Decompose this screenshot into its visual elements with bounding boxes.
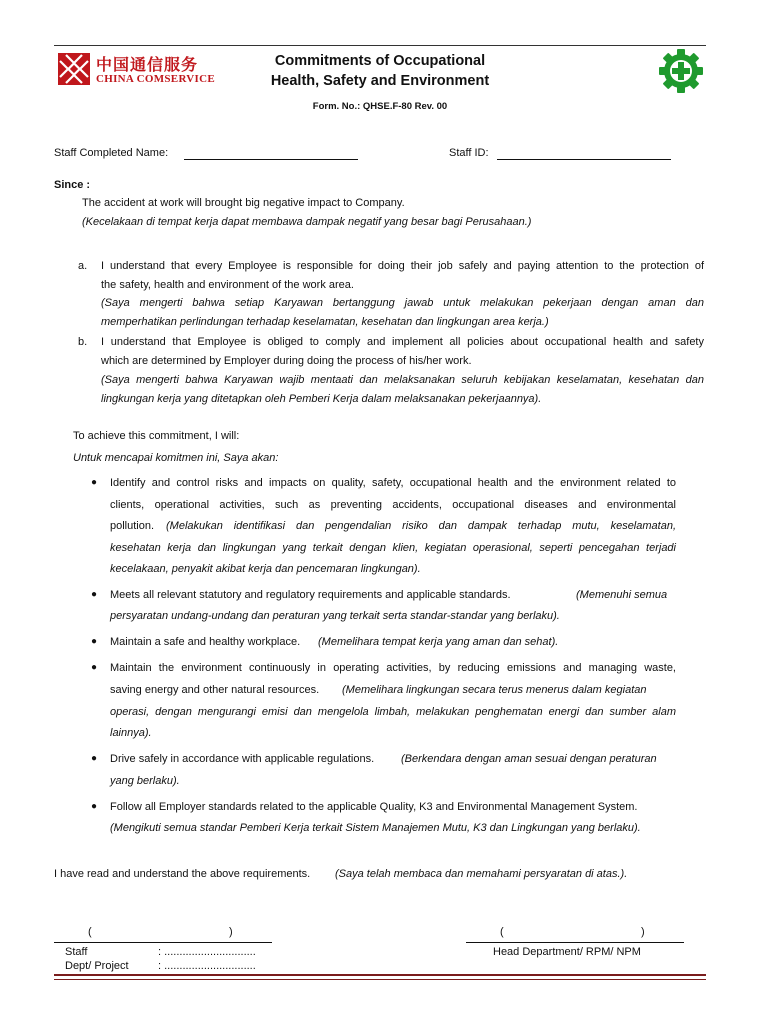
staff-label: Staff bbox=[65, 946, 88, 958]
logo-english-text: CHINA COMSERVICE bbox=[96, 73, 216, 85]
bullet3-line1b: (Memelihara tempat kerja yang aman dan sehat). bbox=[318, 636, 559, 648]
bullet-icon: ● bbox=[91, 662, 98, 673]
form-number: Form. No.: QHSE.F-80 Rev. 00 bbox=[312, 101, 448, 112]
bullet4-line2b: (Memelihara lingkungan secara terus menerus dalam kegiatan bbox=[342, 684, 647, 696]
achieve-indonesian: Untuk mencapai komitmen ini, Saya akan: bbox=[73, 452, 279, 464]
head-department-label: Head Department/ RPM/ NPM bbox=[493, 946, 641, 958]
staff-id-field[interactable] bbox=[497, 159, 671, 160]
footer-rule-thin bbox=[54, 979, 706, 980]
bullet4-line4: lainnya). bbox=[110, 727, 152, 739]
bullet4-line2a: saving energy and other natural resources. bbox=[110, 684, 320, 696]
bullet4-line3: operasi, dengan mengurangi emisi dan mengelola limbah, melakukan penghematan energi dan sumber alam bbox=[110, 706, 676, 718]
bullet5-line1b: (Berkendara dengan aman sesuai dengan peraturan bbox=[401, 753, 657, 765]
bullet4-line1: Maintain the environment continuously in operating activities, by reducing emissions and managing waste, bbox=[110, 662, 676, 674]
bullet6-line2: (Mengikuti semua standar Pemberi Kerja terkait Sistem Manajemen Mutu, K3 dan Lingkungan yang berlaku). bbox=[110, 822, 641, 834]
since-label: Since : bbox=[54, 179, 91, 191]
item-a-marker: a. bbox=[78, 260, 88, 272]
bullet1-line3b: (Melakukan identifikasi dan pengendalian risiko dan dampak terhadap mutu, keselamatan, bbox=[166, 520, 676, 532]
dept-project-value: : .............................. bbox=[158, 960, 256, 972]
item-a-line4: memperhatikan perlindungan terhadap keselamatan, kesehatan dan lingkungan area kerja.) bbox=[101, 316, 549, 328]
item-a-line3: (Saya mengerti bahwa setiap Karyawan bertanggung jawab untuk melakukan pekerjaan dengan aman dan bbox=[101, 297, 704, 309]
staff-name-label: Staff Completed Name: bbox=[54, 147, 169, 159]
since-english: The accident at work will brought big negative impact to Company. bbox=[82, 197, 405, 209]
head-signature-line[interactable] bbox=[466, 942, 684, 943]
item-a-line1: I understand that every Employee is responsible for doing their job safely and paying attention to the protection of bbox=[101, 260, 704, 272]
bullet1-line5: kecelakaan, penyakit akibat kerja dan pencemaran lingkungan). bbox=[110, 563, 421, 575]
logo-chinese-text: 中国通信服务 bbox=[96, 55, 199, 74]
item-b-marker: b. bbox=[78, 336, 88, 348]
bullet-icon: ● bbox=[91, 589, 98, 600]
document-title-line2: Health, Safety and Environment bbox=[270, 73, 490, 89]
item-b-line3: (Saya mengerti bahwa Karyawan wajib mentaati dan melaksanakan seluruh kebijakan keselamatan, kesehatan dan bbox=[101, 374, 704, 386]
bullet5-line2: yang berlaku). bbox=[110, 775, 180, 787]
bullet2-line1a: Meets all relevant statutory and regulatory requirements and applicable standards. bbox=[110, 589, 511, 601]
footer-rule-thick bbox=[54, 974, 706, 976]
header-top-rule bbox=[54, 45, 706, 46]
since-indonesian: (Kecelakaan di tempat kerja dapat membawa dampak negatif yang besar bagi Perusahaan.) bbox=[82, 216, 532, 228]
green-gear-cross-icon bbox=[656, 46, 706, 96]
document-title-line1: Commitments of Occupational bbox=[274, 53, 486, 69]
item-a-line2: the safety, health and environment of the work area. bbox=[101, 279, 354, 291]
bullet-icon: ● bbox=[91, 801, 98, 812]
bullet2-line2: persyaratan undang-undang dan peraturan yang terkait serta standar-standar yang berlaku). bbox=[110, 610, 560, 622]
bullet1-line3a: pollution. bbox=[110, 520, 155, 532]
head-signature-paren-open: ( bbox=[500, 926, 504, 938]
item-b-line4: lingkungan kerja yang ditetapkan oleh Pemberi Kerja dalam melaksanakan pekerjaannya). bbox=[101, 393, 542, 405]
staff-name-field[interactable] bbox=[184, 159, 358, 160]
bullet3-line1a: Maintain a safe and healthy workplace. bbox=[110, 636, 301, 648]
staff-value: : .............................. bbox=[158, 946, 256, 958]
item-b-line1: I understand that Employee is obliged to comply and implement all policies about occupational health and safety bbox=[101, 336, 704, 348]
read-statement-english: I have read and understand the above requirements. bbox=[54, 868, 311, 880]
staff-signature-paren-close: ) bbox=[229, 926, 233, 938]
bullet5-line1a: Drive safely in accordance with applicable regulations. bbox=[110, 753, 375, 765]
bullet-icon: ● bbox=[91, 477, 98, 488]
bullet1-line4: kesehatan kerja dan lingkungan yang terkait dengan klien, kegiatan operasional, seperti pencegahan terjadi bbox=[110, 542, 676, 554]
bullet1-line1: Identify and control risks and impacts on quality, safety, occupational health and the environment related to bbox=[110, 477, 676, 489]
bullet6-line1: Follow all Employer standards related to the applicable Quality, K3 and Environmental Management System. bbox=[110, 801, 638, 813]
bullet-icon: ● bbox=[91, 636, 98, 647]
read-statement-indonesian: (Saya telah membaca dan memahami persyaratan di atas.). bbox=[335, 868, 628, 880]
item-b-line2: which are determined by Employer during doing the process of his/her work. bbox=[101, 355, 472, 367]
china-comservice-logo-icon bbox=[57, 52, 91, 86]
bullet-icon: ● bbox=[91, 753, 98, 764]
staff-signature-paren-open: ( bbox=[88, 926, 92, 938]
achieve-english: To achieve this commitment, I will: bbox=[73, 430, 240, 442]
bullet1-line2: clients, operational activities, such as preventing accidents, occupational diseases and environmental bbox=[110, 499, 676, 511]
staff-signature-line[interactable] bbox=[54, 942, 272, 943]
staff-id-label: Staff ID: bbox=[449, 147, 489, 159]
head-signature-paren-close: ) bbox=[641, 926, 645, 938]
dept-project-label: Dept/ Project bbox=[65, 960, 129, 972]
bullet2-line1b: (Memenuhi semua bbox=[576, 589, 668, 601]
